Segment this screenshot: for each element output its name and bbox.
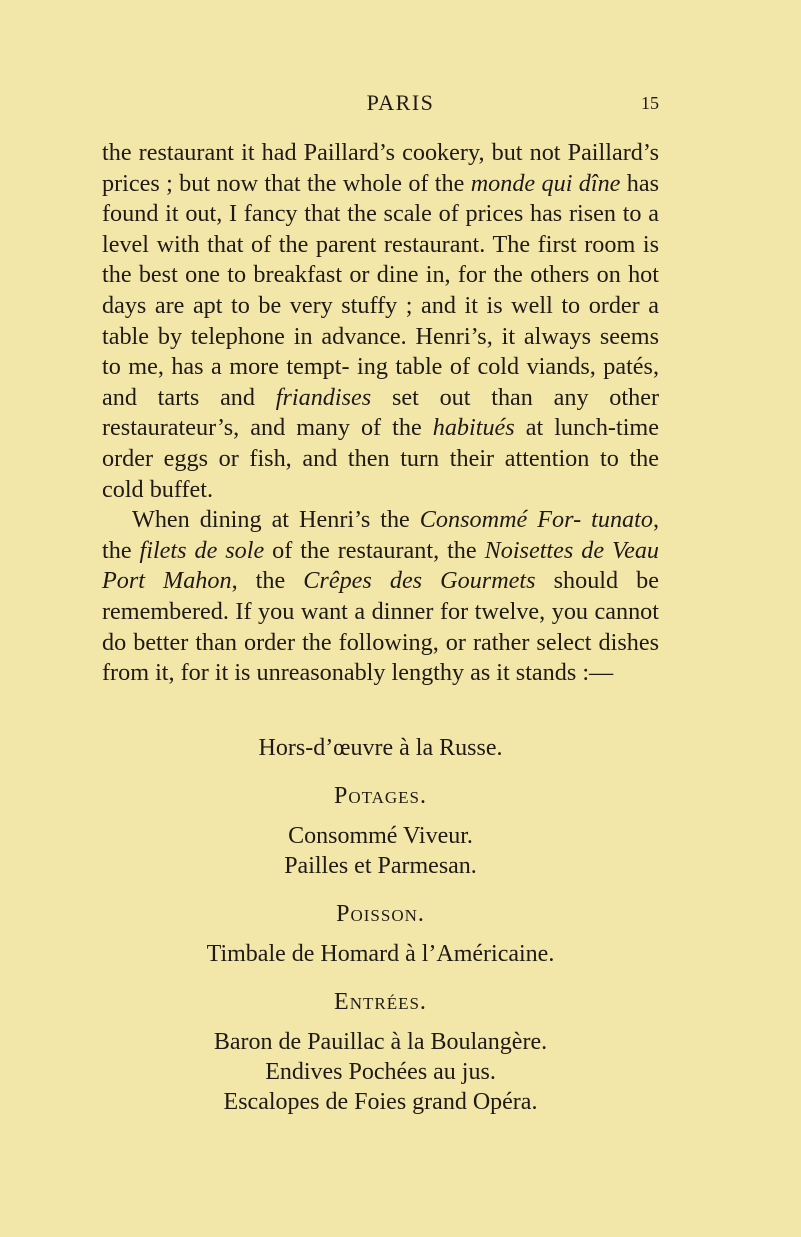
menu-section-potages: [102, 781, 659, 881]
italic-phrase: Consommé For- tunato: [419, 506, 653, 534]
paragraph-text: the restaurant it had Paillard’s cookery, but not Paillard’s prices ; but now that the whole of the: [102, 139, 659, 197]
italic-phrase: Crêpes des Gourmets: [303, 567, 536, 595]
paragraph-text: should be remembered. If you want a dinner for twelve, you cannot do better than order the following, or rather select dishes from it, for it is unreasonably lengthy as it stands :—: [102, 567, 659, 687]
menu-starter: Hors-d’œuvre à la Russe.: [258, 735, 503, 761]
paragraph-text: , the: [102, 506, 659, 564]
menu-section-title: Poisson.: [336, 901, 425, 927]
paragraph-text: at lunch-time order eggs or fish, and then turn their attention to the cold buffet.: [102, 414, 659, 503]
running-head: [0, 88, 801, 118]
menu-item: Baron de Pauillac à la Boulangère.: [213, 1029, 548, 1055]
italic-phrase: friandises: [275, 383, 372, 411]
menu-section-title: Potages.: [333, 783, 428, 809]
italic-phrase: monde qui dîne: [470, 169, 621, 197]
menu-item: Pailles et Parmesan.: [284, 853, 477, 879]
page-number: 15: [641, 93, 659, 113]
paragraph-text: When dining at Henri’s the: [132, 506, 420, 534]
menu-section-entrees: [102, 987, 659, 1117]
italic-phrase: habitués: [432, 414, 515, 442]
italic-phrase: Noisettes de Veau Port Mahon: [102, 536, 660, 595]
menu-item: Timbale de Homard à l’Américaine.: [206, 941, 555, 967]
paragraph-2: [102, 505, 659, 689]
menu-section-title: Entrées.: [334, 989, 427, 1015]
paragraph-text: set out than any other restaurateur’s, and many of the: [102, 383, 659, 442]
paragraph-text: has found it out, I fancy that the scale of prices has risen to a level with that of the parent restaurant. The first room is the best one to breakfast or dine in, for the others on hot days are apt to be very stuffy ; and it is well to order a table by telephone in advance. Henri’s, it always seems to me, has a more tempt- ing table of cold viands, patés, and tarts and: [102, 169, 659, 411]
menu-item: Consommé Viveur.: [288, 823, 473, 849]
menu-item: Endives Pochées au jus.: [265, 1059, 496, 1085]
paragraph-text: , the: [231, 567, 304, 595]
menu-section-poisson: [102, 899, 659, 969]
dinner-menu: [102, 733, 659, 1117]
running-head-title: PARIS: [366, 90, 435, 115]
menu-item: Escalopes de Foies grand Opéra.: [223, 1089, 538, 1115]
paragraph-1: [102, 138, 659, 505]
paragraph-text: of the restaurant, the: [264, 536, 485, 564]
body-text: [102, 138, 659, 689]
italic-phrase: filets de sole: [139, 536, 265, 564]
